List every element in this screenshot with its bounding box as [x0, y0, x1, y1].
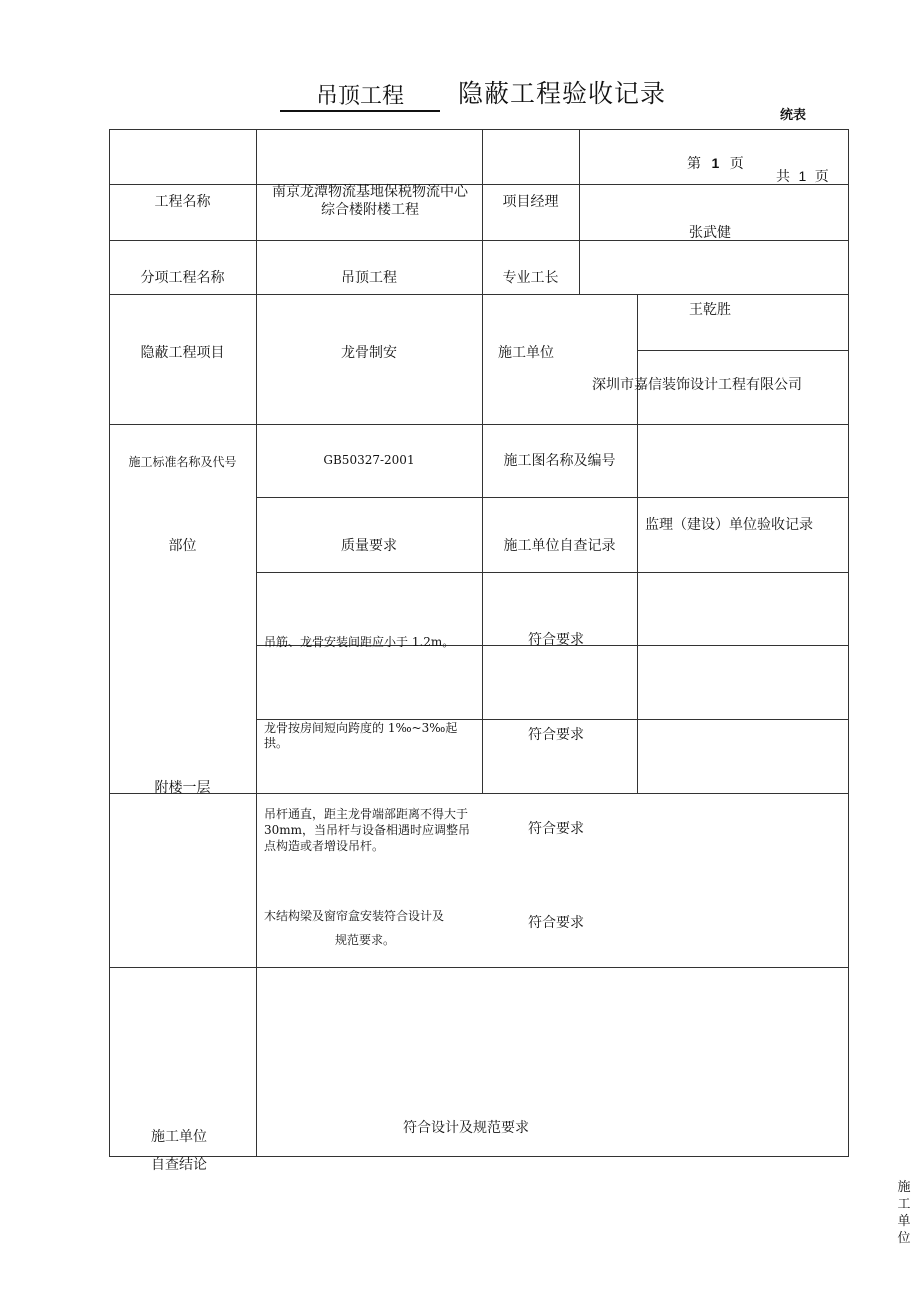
standard-value: GB50327-2001 [323, 453, 415, 467]
conclusion-label-line2: 自查结论 [151, 1157, 207, 1173]
unit-value: 深圳市嘉信装饰设计工程有限公司 [592, 377, 802, 393]
foreman-label: 专业工长 [502, 270, 559, 286]
manager-value: 张武健 [689, 225, 731, 241]
result-2: 符合要求 [528, 727, 584, 743]
page-total: 共 1 页 [776, 168, 829, 185]
side-note: 施工单位 [897, 1180, 911, 1246]
title-prefix: 吊顶工程 [280, 84, 440, 112]
result-3: 符合要求 [528, 821, 584, 837]
drawing-label: 施工图名称及编号 [503, 453, 616, 469]
conclusion-label-line1: 施工单位 [151, 1129, 207, 1145]
manager-label: 项目经理 [502, 194, 559, 210]
sub-project-label: 分项工程名称 [140, 270, 225, 286]
column-position: 部位 [168, 538, 197, 554]
standard-label: 施工标准名称及代号 [128, 455, 237, 469]
project-name-value: 南京龙潭物流基地保税物流中心综合楼附楼工程 [272, 184, 468, 218]
conclusion-value: 符合设计及规范要求 [403, 1120, 529, 1136]
page-title: 隐蔽工程验收记录 [458, 79, 667, 108]
position-value: 附楼一层 [154, 780, 211, 796]
foreman-value: 王乾胜 [689, 302, 731, 318]
page-number: 第 1 页 [687, 155, 744, 172]
column-supervision: 监理（建设）单位验收记录 [645, 517, 813, 533]
result-4: 符合要求 [528, 915, 584, 931]
quality-item-4-line2: 规范要求。 [335, 933, 396, 947]
column-self-check: 施工单位自查记录 [503, 538, 616, 554]
hidden-item-label: 隐蔽工程项目 [140, 345, 225, 361]
quality-item-1: 吊筋、龙骨安装间距应小于 1.2m。 [264, 635, 455, 649]
column-quality: 质量要求 [341, 538, 397, 554]
hidden-item-value: 龙骨制安 [341, 345, 397, 361]
quality-item-4-line1: 木结构梁及窗帘盒安装符合设计及 [264, 909, 445, 923]
result-1: 符合要求 [528, 632, 584, 648]
quality-item-3: 吊杆通直，距主龙骨端部距离不得大于 30mm，当吊杆与设备相遇时应调整吊点构造或者增设吊杆。 [264, 807, 471, 853]
unit-label: 施工单位 [498, 345, 554, 361]
project-name-label: 工程名称 [154, 194, 211, 210]
form-tag: 统表 [780, 108, 807, 123]
quality-item-2: 龙骨按房间短向跨度的 1‰~3‰起拱。 [264, 721, 458, 750]
sub-project-value: 吊顶工程 [341, 270, 397, 286]
